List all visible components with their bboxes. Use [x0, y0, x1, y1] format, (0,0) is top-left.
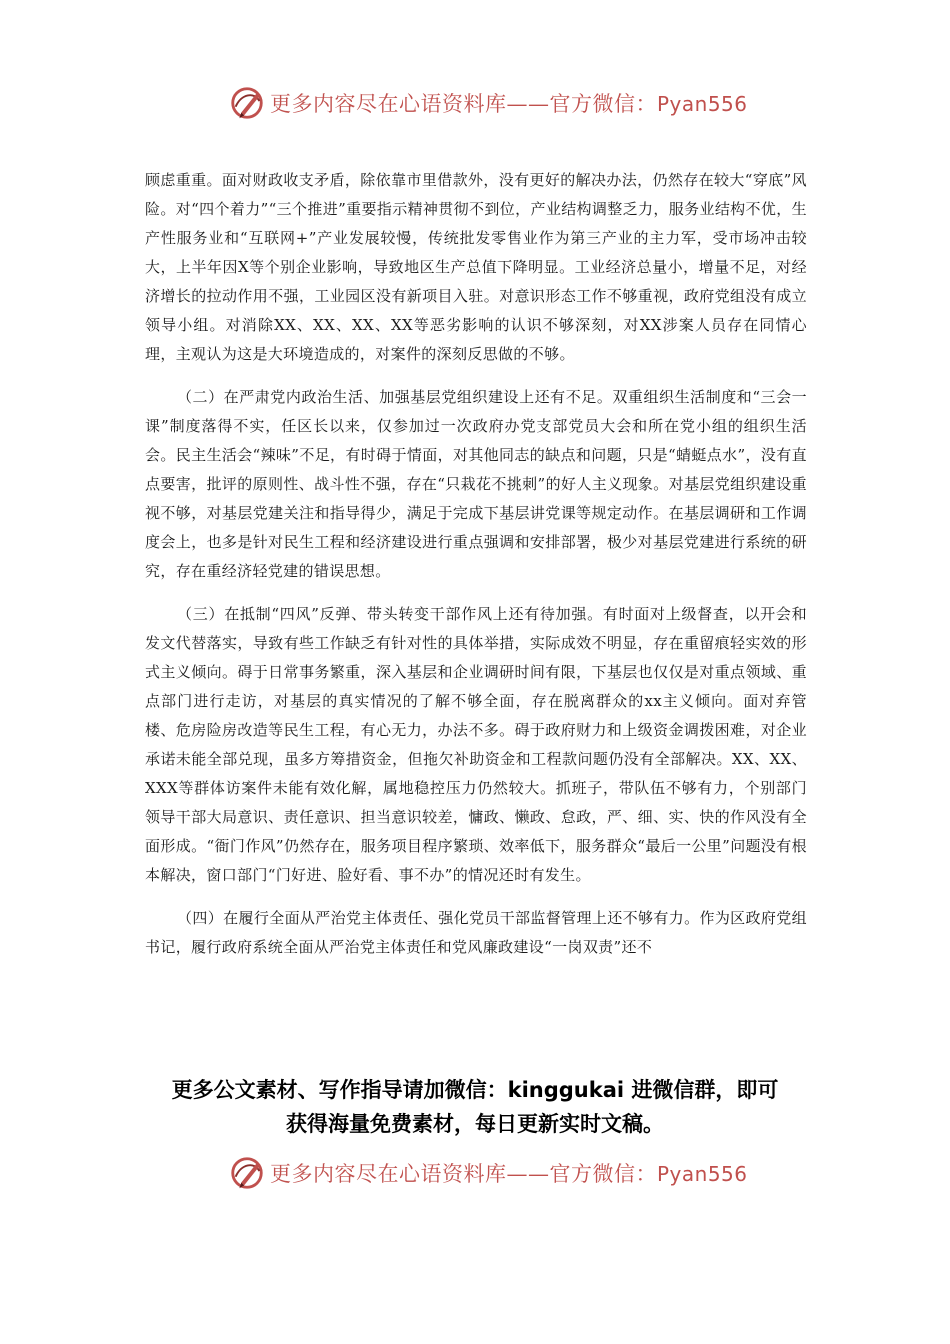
header-banner — [228, 82, 748, 124]
footer-banner — [228, 1152, 748, 1194]
paragraph-2: （二）在严肃党内政治生活、加强基层党组织建设上还有不足。双重组织生活制度和“三会一课”制度落得不实，任区长以来，仅参加过一次政府办党支部党员大会和所在党小组的组织生活会。民主生活会“辣味”不足，有时碍于情面，对其他同志的缺点和问题，只是“蜻蜓点水”，没有直点要害，批评的原则性、战斗性不强，存在“只栽花不挑刺”的好人主义现象。对基层党组织建设重视不够，对基层党建关注和指导得少，满足于完成下基层讲党课等规定动作。在基层调研和工作调度会上，也多是针对民生工程和经济建设进行重点强调和安排部署，极少对基层党建进行系统的研究，存在重经济轻党建的错误思想。 — [145, 388, 807, 580]
promo-line-1: 更多公文素材、写作指导请加微信：kinggukai 进微信群，即可 — [171, 1078, 779, 1102]
paragraph-3: （三）在抵制“四风”反弹、带头转变干部作风上还有待加强。有时面对上级督查，以开会和发文代替落实，导致有些工作缺乏有针对性的具体举措，实际成效不明显，存在重留痕轻实效的形式主义倾向。碍于日常事务繁重，深入基层和企业调研时间有限，下基层也仅仅是对重点领域、重点部门进行走访，对基层的真实情况的了解不够全面，存在脱离群众的xx主义倾向。面对弃管楼、危房险房改造等民生工程，有心无力，办法不多。碍于政府财力和上级资金调拨困难，对企业承诺未能全部兑现，虽多方筹措资金，但拖欠补助资金和工程款问题仍没有全部解决。XX、XX、XXX等群体访案件未能有效化解，属地稳控压力仍然较大。抓班子，带队伍不够有力，个别部门领导干部大局意识、责任意识、担当意识较差，慵政、懒政、怠政，严、细、实、快的作风没有全面形成。“衙门作风”仍然存在，服务项目程序繁琐、效率低下，服务群众“最后一公里”问题没有根本解决，窗口部门“门好进、脸好看、事不办”的情况还时有发生。 — [145, 605, 807, 884]
pen-swirl-logo-icon — [228, 1154, 266, 1192]
paragraph-4: （四）在履行全面从严治党主体责任、强化党员干部监督管理上还不够有力。作为区政府党组书记，履行政府系统全面从严治党主体责任和党风廉政建设“一岗双责”还不 — [145, 909, 807, 956]
document-body — [145, 166, 807, 976]
header-banner-text: 更多内容尽在心语资料库——官方微信：Pyan556 — [270, 92, 748, 116]
paragraph-1: 顾虑重重。面对财政收支矛盾，除依靠市里借款外，没有更好的解决办法，仍然存在较大“穿底”风险。对“四个着力”“三个推进”重要指示精神贯彻不到位，产业结构调整乏力，服务业结构不优，生产性服务业和“互联网+”产业发展较慢，传统批发零售业作为第三产业的主力军，受市场冲击较大，上半年因X等个别企业影响，导致地区生产总值下降明显。工业经济总量小，增量不足，对经济增长的拉动作用不强，工业园区没有新项目入驻。对意识形态工作不够重视，政府党组没有成立领导小组。对消除XX、XX、XX、XX等恶劣影响的认识不够深刻，对XX涉案人员存在同情心理，主观认为这是大环境造成的，对案件的深刻反思做的不够。 — [145, 171, 807, 363]
promo-notice — [140, 1073, 810, 1141]
pen-swirl-logo-icon — [228, 84, 266, 122]
footer-banner-text: 更多内容尽在心语资料库——官方微信：Pyan556 — [270, 1162, 748, 1186]
promo-line-2: 获得海量免费素材，每日更新实时文稿。 — [286, 1112, 664, 1136]
